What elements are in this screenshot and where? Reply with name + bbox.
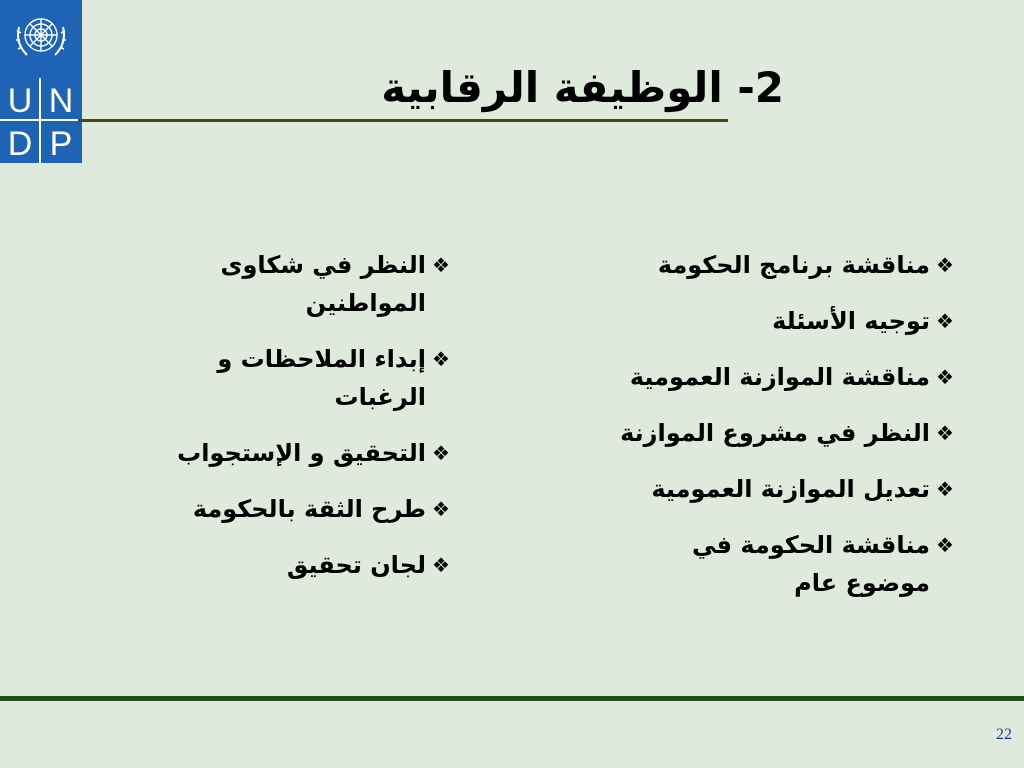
list-item [156,340,456,416]
list-item-text: توجيه الأسئلة [772,307,930,335]
right-bullet-list [550,246,960,620]
list-item [146,434,456,472]
list-item-text: طرح الثقة بالحكومة [192,495,426,523]
list-item [550,302,960,340]
diamond-bullet-icon: ❖ [432,553,450,577]
list-item-text: لجان تحقيق [286,551,426,579]
left-bullet-list [146,246,456,602]
logo-letter-u: U [7,82,33,120]
diamond-bullet-icon: ❖ [432,253,450,277]
list-item-text: النظر في شكاوى المواطنين [220,251,426,317]
diamond-bullet-icon: ❖ [936,365,954,389]
diamond-bullet-icon: ❖ [432,347,450,371]
logo-letter-n: N [48,82,74,120]
undp-logo [0,0,82,163]
diamond-bullet-icon: ❖ [936,421,954,445]
page-number: 22 [996,726,1012,743]
diamond-bullet-icon: ❖ [936,533,954,557]
list-item-text: مناقشة برنامج الحكومة [657,251,930,279]
slide-title: 2- الوظيفة الرقابية [381,63,784,112]
title-underline [78,119,728,122]
list-item-text: مناقشة الموازنة العمومية [629,363,930,391]
logo-letter-d: D [7,125,33,163]
list-item [196,246,456,322]
footer-rule [0,696,1024,701]
list-item-text: النظر في مشروع الموازنة [620,419,930,447]
list-item [550,358,960,396]
diamond-bullet-icon: ❖ [936,309,954,333]
diamond-bullet-icon: ❖ [432,441,450,465]
list-item [146,490,456,528]
list-item-text: التحقيق و الإستجواب [177,439,426,467]
diamond-bullet-icon: ❖ [936,253,954,277]
list-item [550,414,960,452]
list-item-text: إبداء الملاحظات و الرغبات [217,345,426,411]
list-item [146,546,456,584]
logo-letter-p: P [49,125,73,163]
list-item [660,526,960,602]
list-item-text: مناقشة الحكومة في موضوع عام [691,531,930,597]
diamond-bullet-icon: ❖ [936,477,954,501]
list-item-text: تعديل الموازنة العمومية [651,475,930,503]
list-item [550,246,960,284]
diamond-bullet-icon: ❖ [432,497,450,521]
list-item [550,470,960,508]
